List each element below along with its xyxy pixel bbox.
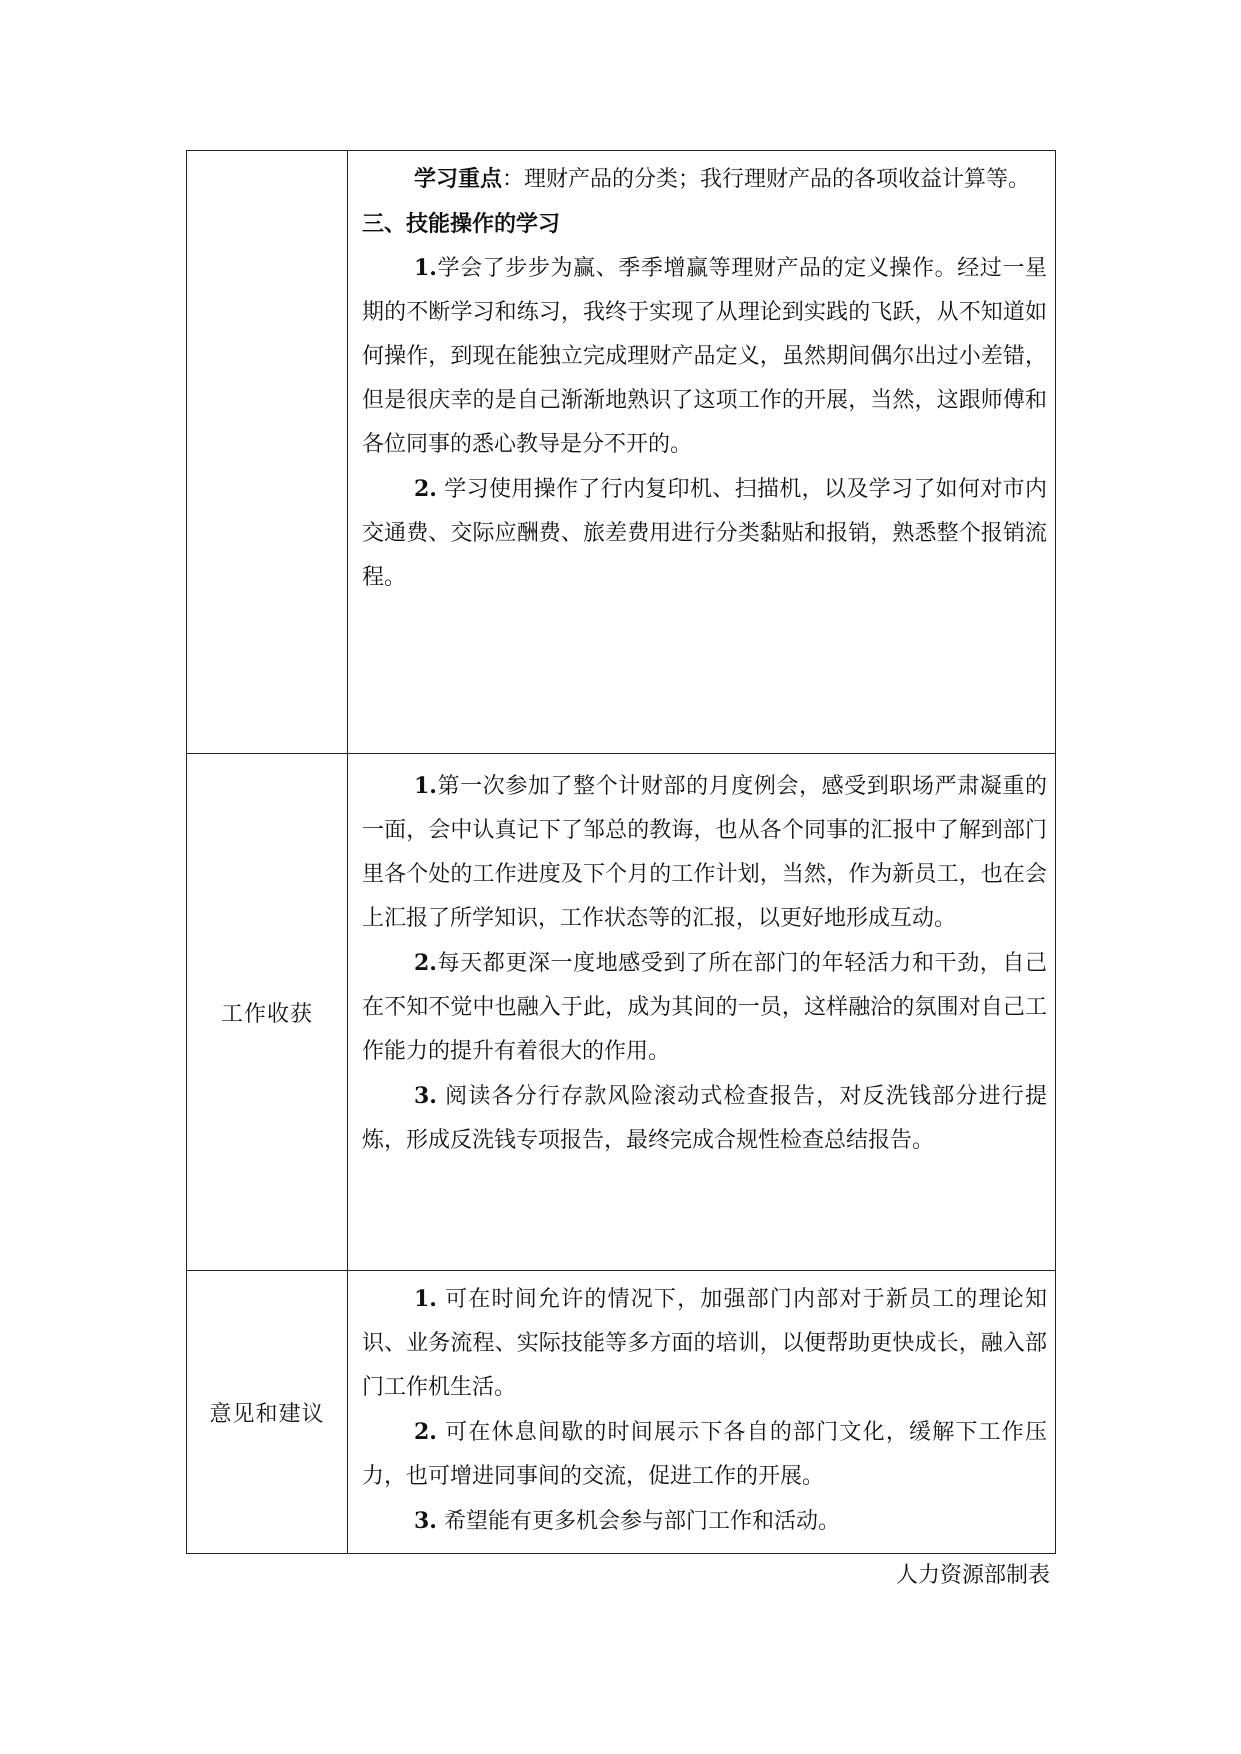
paragraph-lead: 2. (414, 1419, 437, 1445)
paragraph-lead: 3. (414, 1508, 437, 1534)
paragraph (362, 1277, 1047, 1410)
paragraph (362, 157, 1047, 202)
row-label: 意见和建议 (209, 1401, 325, 1427)
paragraph-text: ：理财产品的分类；我行理财产品的各项收益计算等。 (502, 167, 1031, 192)
table-row (187, 1271, 1056, 1554)
paragraph-text: 学会了步步为赢、季季增赢等理财产品的定义操作。经过一星期的不断学习和练习，我终于实现了从理论到实践的飞跃，从不知道如何操作，到现在能独立完成理财产品定义，虽然期间偶尔出过小差错，但是很庆幸的是自己渐渐地熟识了这项工作的开展，当然，这跟师傅和各位同事的悉心教导是分不开的。 (362, 256, 1047, 457)
paragraph-text: 阅读各分行存款风险滚动式检查报告，对反洗钱部分进行提炼，形成反洗钱专项报告，最终完成合规性检查总结报告。 (362, 1084, 1047, 1153)
row-label-cell (187, 151, 348, 754)
paragraph-lead: 1. (414, 1286, 437, 1312)
paragraph-lead: 3. (414, 1083, 437, 1109)
paragraph-text: 希望能有更多机会参与部门工作和活动。 (436, 1509, 840, 1534)
row-label-cell (187, 754, 348, 1271)
paragraph (362, 764, 1047, 941)
row-content-cell (348, 754, 1056, 1271)
section-heading: 三、技能操作的学习 (362, 211, 561, 237)
form-sheet (186, 150, 1056, 1589)
row-content-cell (348, 1271, 1056, 1554)
row-label: 工作收获 (220, 1001, 313, 1027)
paragraph-text: 学习使用操作了行内复印机、扫描机，以及学习了如何对市内交通费、交际应酬费、旅差费用进行分类黏贴和报销，熟悉整个报销流程。 (362, 477, 1047, 590)
form-footer: 人力资源部制表 (895, 1563, 1050, 1588)
paragraph-text: 第一次参加了整个计财部的月度例会，感受到职场严肃凝重的一面，会中认真记下了邹总的教诲，也从各个同事的汇报中了解到部门里各个处的工作进度及下个月的工作计划，当然，作为新员工，也在会上汇报了所学知识，工作状态等的汇报，以更好地形成互动。 (362, 774, 1047, 931)
paragraph (362, 1074, 1047, 1163)
paragraph-lead: 1. (414, 773, 437, 799)
row-label-cell (187, 1271, 348, 1554)
paragraph (362, 1410, 1047, 1499)
paragraph-text: 每天都更深一度地感受到了所在部门的年轻活力和干劲，自己在不知不觉中也融入于此，成为其间的一员，这样融洽的氛围对自己工作能力的提升有着很大的作用。 (362, 951, 1047, 1064)
paragraph (362, 941, 1047, 1074)
table-row (187, 151, 1056, 754)
paragraph-lead: 2. (414, 476, 437, 502)
report-table (186, 150, 1056, 1554)
paragraph-lead: 学习重点 (414, 166, 503, 192)
paragraph-text: 可在时间允许的情况下，加强部门内部对于新员工的理论知识、业务流程、实际技能等多方面的培训，以便帮助更快成长，融入部门工作机生活。 (362, 1287, 1047, 1400)
paragraph (362, 246, 1047, 467)
paragraph-text: 可在休息间歇的时间展示下各自的部门文化，缓解下工作压力，也可增进同事间的交流，促进工作的开展。 (362, 1420, 1047, 1489)
row-content-cell (348, 151, 1056, 754)
paragraph-lead: 1. (414, 255, 437, 281)
paragraph (362, 467, 1047, 600)
table-row (187, 754, 1056, 1271)
paragraph-lead: 2. (414, 950, 437, 976)
paragraph (362, 1499, 1047, 1544)
